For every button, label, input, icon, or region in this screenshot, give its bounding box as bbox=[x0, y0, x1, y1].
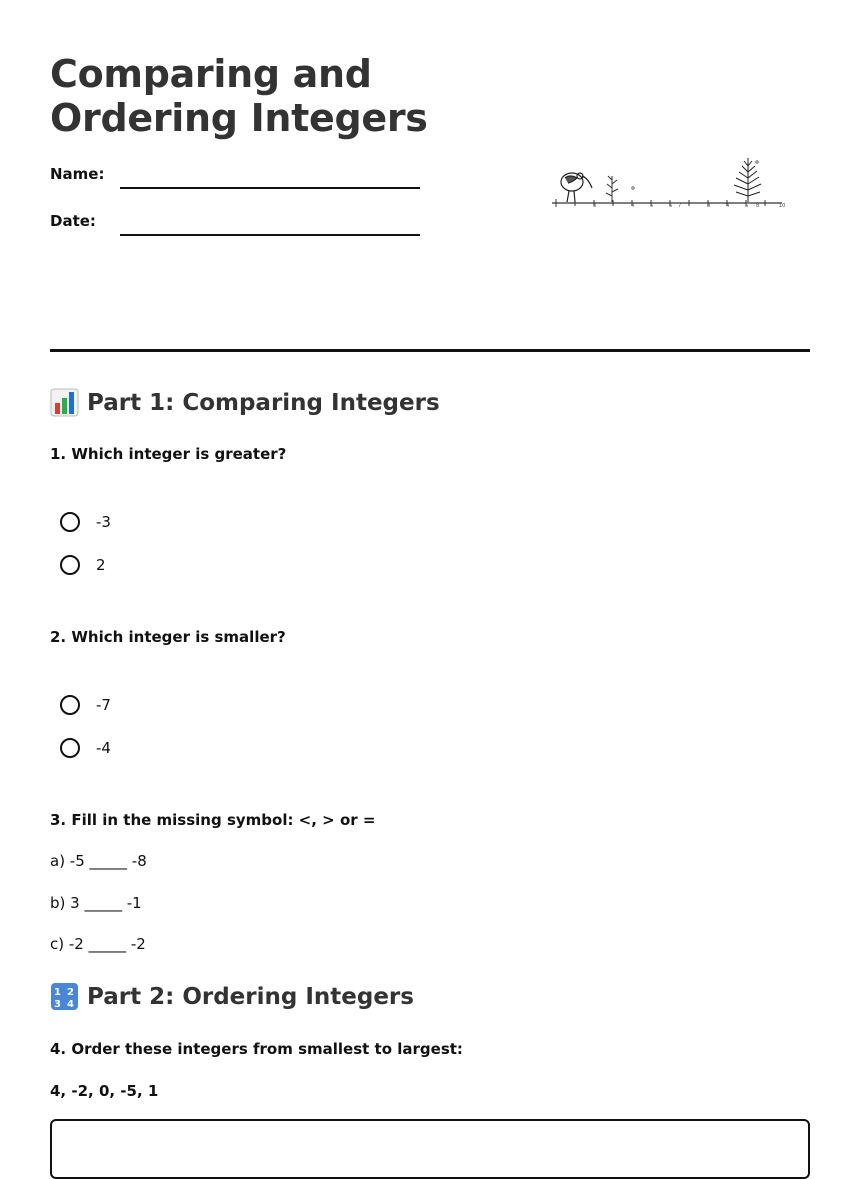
part1-heading-text: Part 1: Comparing Integers bbox=[87, 389, 440, 416]
svg-text:4: 4 bbox=[631, 203, 635, 209]
svg-text:10: 10 bbox=[779, 203, 786, 209]
q1-option-1[interactable] bbox=[60, 512, 111, 532]
title-line-2: Ordering Integers bbox=[50, 96, 428, 140]
svg-text:1: 1 bbox=[54, 987, 61, 998]
svg-text:5: 5 bbox=[745, 203, 749, 209]
name-label: Name: bbox=[50, 165, 105, 183]
q1-option-2[interactable] bbox=[60, 555, 106, 575]
q2-option-1[interactable] bbox=[60, 695, 111, 715]
svg-text:6: 6 bbox=[669, 203, 673, 209]
number-line-illustration bbox=[550, 150, 790, 212]
option-label: -3 bbox=[96, 513, 111, 531]
svg-text:3: 3 bbox=[54, 999, 61, 1010]
radio-button[interactable] bbox=[60, 512, 80, 532]
q4-answer-box[interactable] bbox=[50, 1119, 810, 1179]
option-label: -7 bbox=[96, 696, 111, 714]
option-label: 2 bbox=[96, 556, 106, 574]
title-line-1: Comparing and bbox=[50, 52, 372, 96]
q3-item-c[interactable]: c) -2 _____ -2 bbox=[50, 935, 146, 953]
svg-text:4: 4 bbox=[67, 999, 74, 1010]
svg-text:4: 4 bbox=[726, 203, 730, 209]
date-label: Date: bbox=[50, 212, 96, 230]
question-1: 1. Which integer is greater? bbox=[50, 445, 287, 463]
name-line[interactable] bbox=[120, 187, 420, 189]
date-line[interactable] bbox=[120, 234, 420, 236]
svg-text:8: 8 bbox=[756, 203, 760, 209]
part2-heading bbox=[50, 982, 414, 1011]
radio-button[interactable] bbox=[60, 555, 80, 575]
svg-text:8: 8 bbox=[707, 203, 711, 209]
svg-text:2: 2 bbox=[67, 987, 74, 998]
q4-numbers: 4, -2, 0, -5, 1 bbox=[50, 1082, 159, 1100]
part2-heading-text: Part 2: Ordering Integers bbox=[87, 983, 414, 1010]
option-label: -4 bbox=[96, 739, 111, 757]
question-3: 3. Fill in the missing symbol: <, > or = bbox=[50, 811, 376, 829]
q2-option-2[interactable] bbox=[60, 738, 111, 758]
q3-item-b[interactable]: b) 3 _____ -1 bbox=[50, 894, 142, 912]
svg-text:7: 7 bbox=[678, 203, 682, 209]
q3-item-a[interactable]: a) -5 _____ -8 bbox=[50, 852, 147, 870]
section-divider bbox=[50, 349, 810, 352]
question-4: 4. Order these integers from smallest to largest: bbox=[50, 1040, 463, 1058]
svg-text:3: 3 bbox=[593, 203, 597, 209]
radio-button[interactable] bbox=[60, 738, 80, 758]
radio-button[interactable] bbox=[60, 695, 80, 715]
question-2: 2. Which integer is smaller? bbox=[50, 628, 286, 646]
part1-heading bbox=[50, 388, 440, 417]
svg-text:5: 5 bbox=[650, 203, 654, 209]
worksheet-title bbox=[50, 52, 428, 140]
numbers-1234-icon bbox=[50, 982, 79, 1011]
bar-chart-icon bbox=[50, 388, 79, 417]
